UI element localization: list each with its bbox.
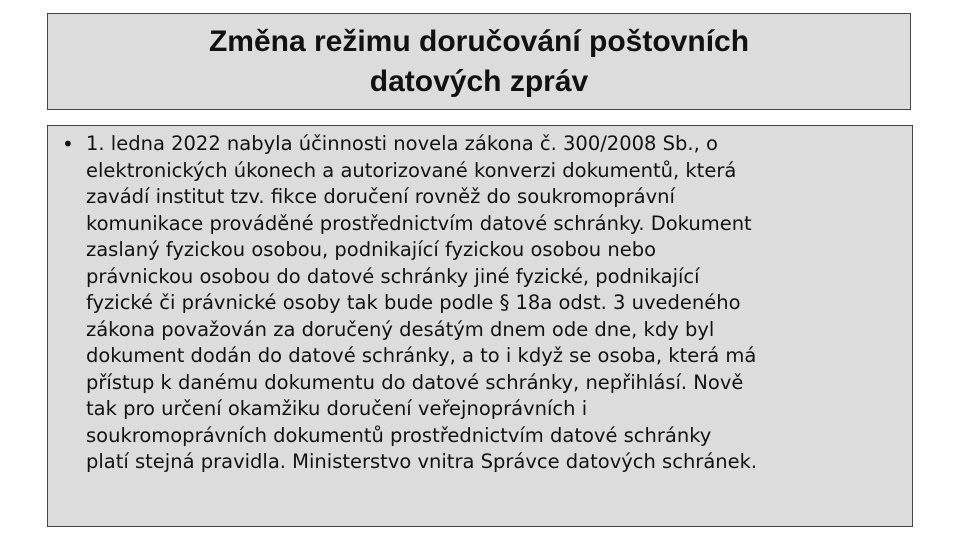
paragraph-line: zaslaný fyzickou osobou, podnikající fyzickou osobou nebo [86,238,657,261]
body-text-box [47,125,913,527]
title-box [47,13,911,110]
bullet-icon: • [62,132,74,156]
paragraph-line: 1. ledna 2022 nabyla účinnosti novela zákona č. 300/2008 Sb., o [86,132,718,155]
paragraph-line: dokument dodán do datové schránky, a to i když se osoba, která má [86,344,757,367]
title-line: Změna režimu doručování poštovních [208,24,750,58]
paragraph-line: soukromoprávních dokumentů prostřednictvím datové schránky [86,423,712,447]
title-line: datových zpráv [369,64,589,98]
paragraph-line: zavádí institut tzv. fikce doručení rovněž do soukromoprávní [86,185,675,208]
paragraph-line: přístup k danému dokumentu do datové schránky, nepřihlásí. Nově [86,370,744,394]
paragraph-line: komunikace prováděné prostřednictvím datové schránky. Dokument [86,211,752,235]
paragraph-line: tak pro určení okamžiku doručení veřejnoprávních i [86,397,588,420]
bullet-paragraph [86,131,757,476]
paragraph-line: elektronických úkonech a autorizované konverzi dokumentů, která [86,158,737,182]
paragraph-line: zákona považován za doručený desátým dnem ode dne, kdy byl [86,317,715,341]
bullet-item [58,131,902,476]
paragraph-line: fyzické či právnické osoby tak bude podle § 18a odst. 3 uvedeného [86,291,741,314]
paragraph-line: právnickou osobou do datové schránky jiné fyzické, podnikající [86,264,700,288]
slide-title [48,22,910,102]
paragraph-line: platí stejná pravidla. Ministerstvo vnitra Správce datových schránek. [86,450,758,473]
